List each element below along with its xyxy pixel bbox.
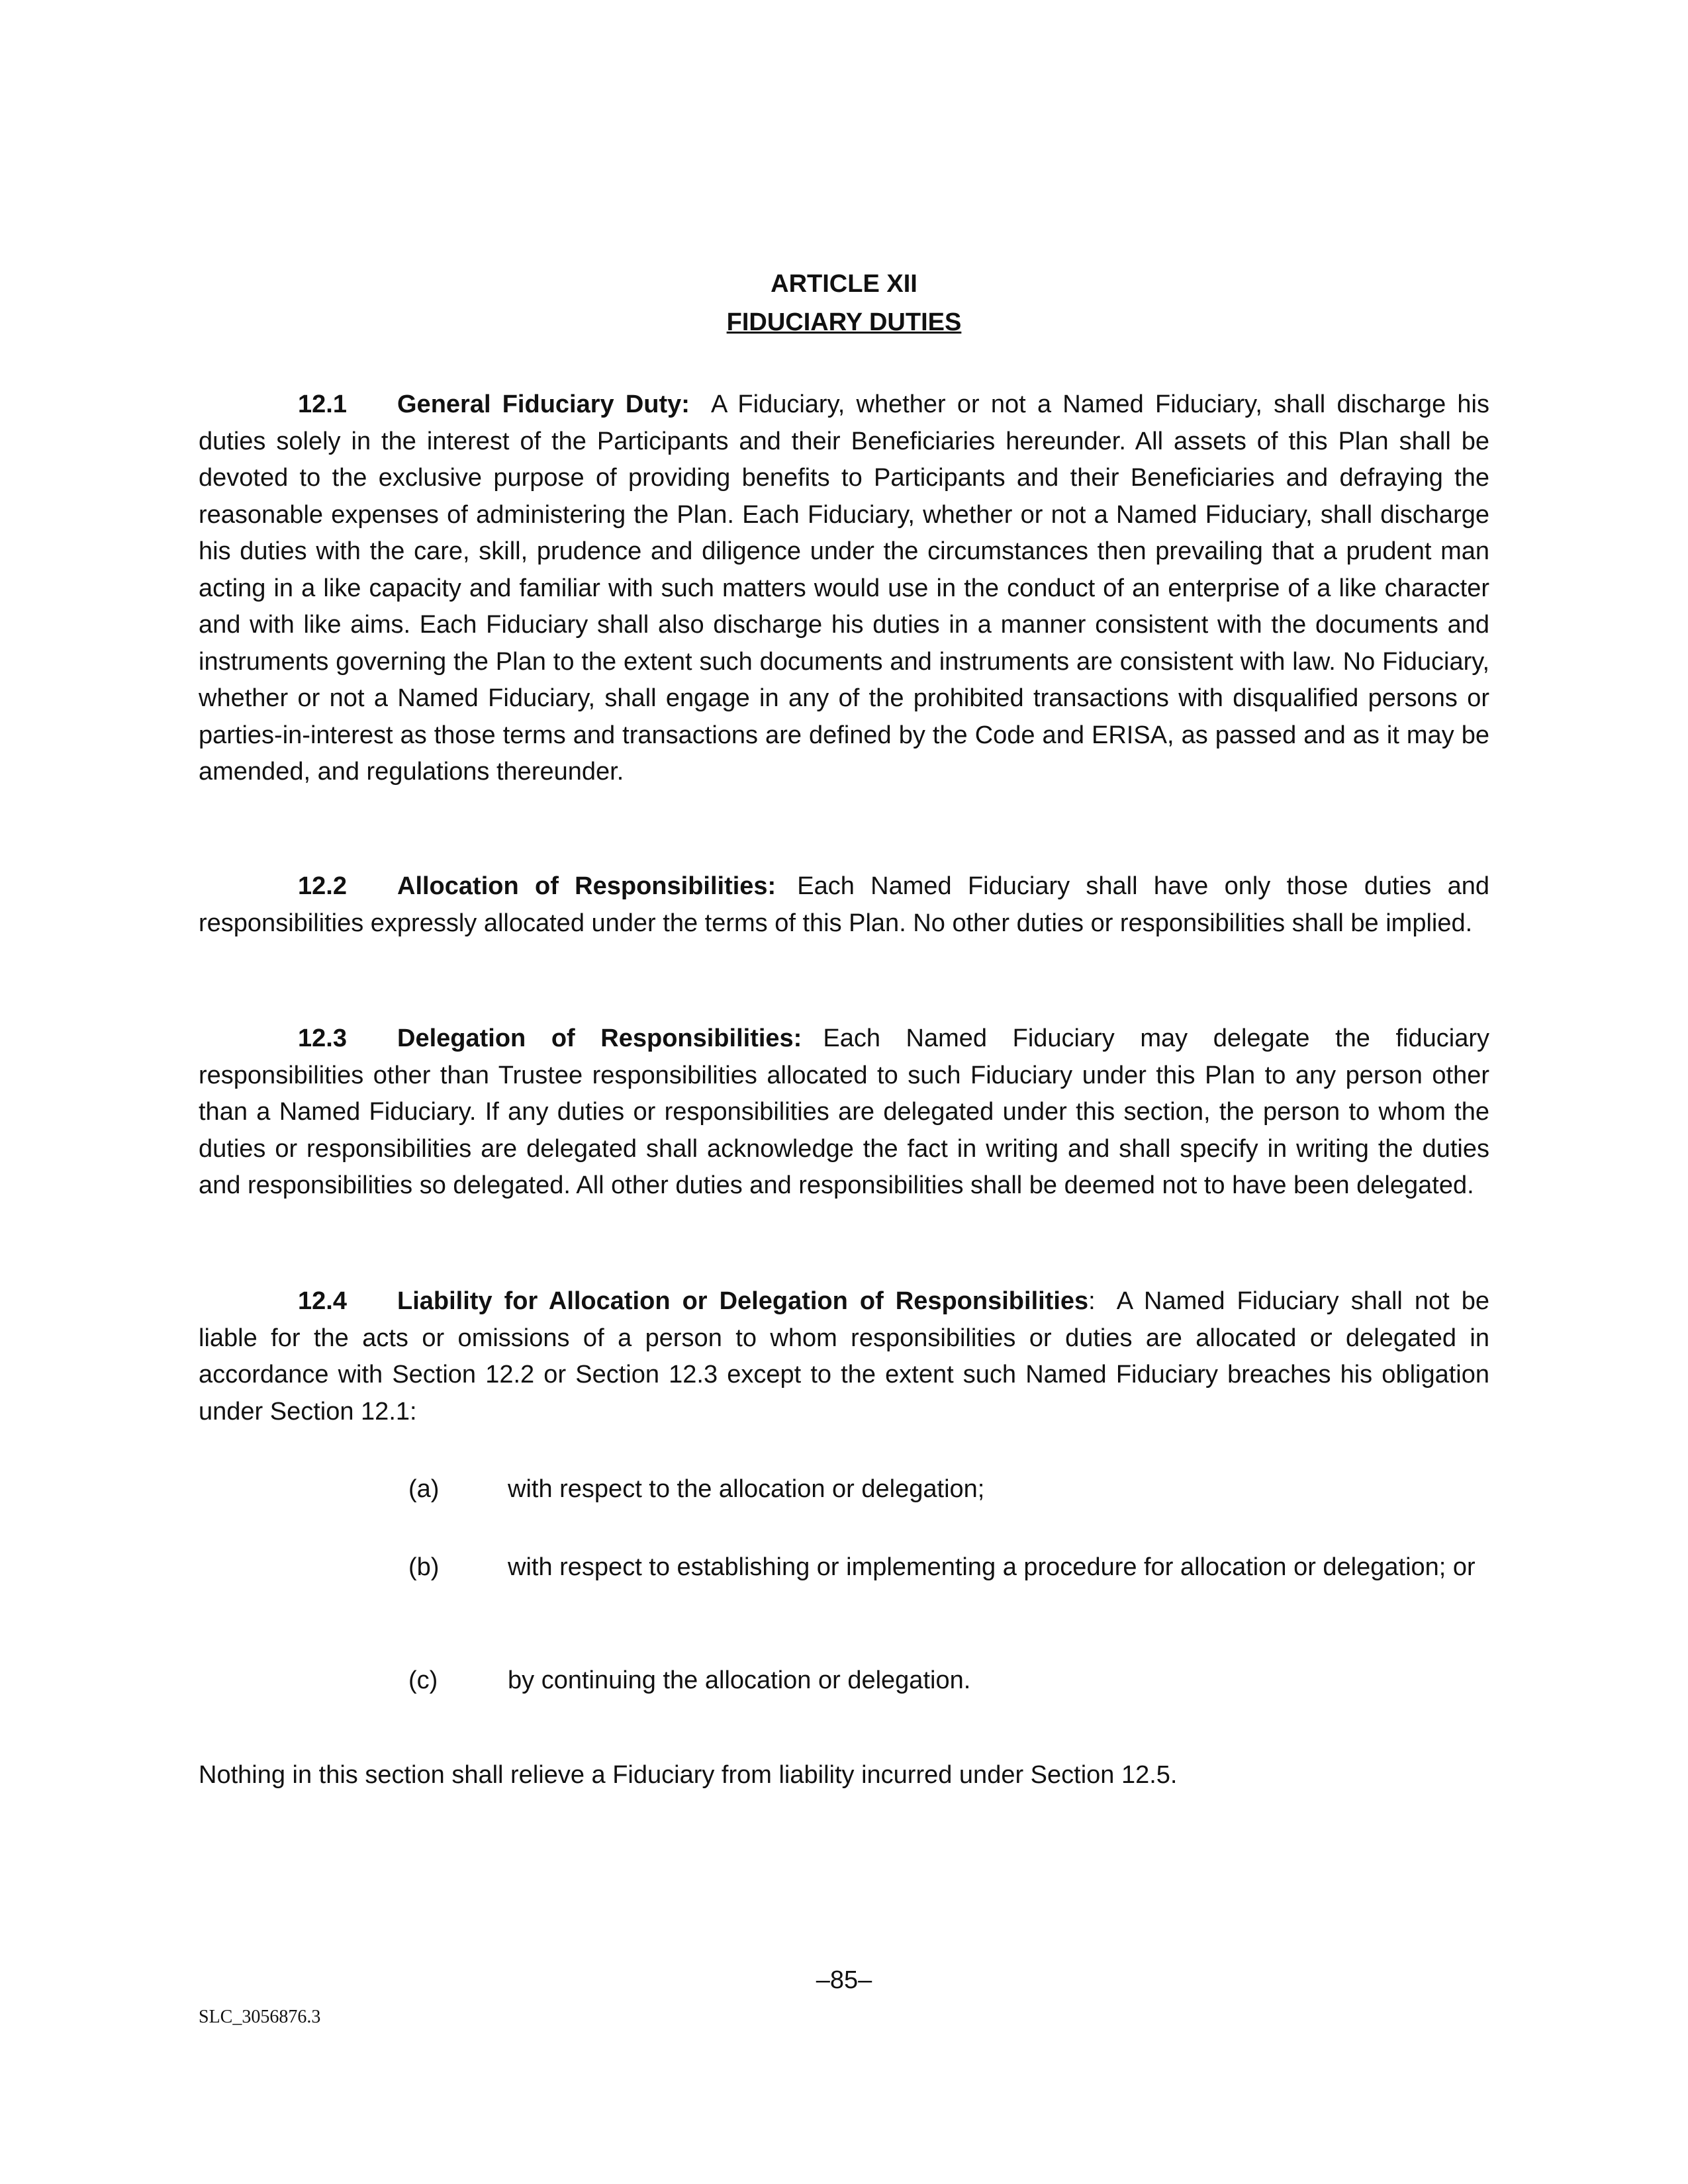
- section-body: Each Named Fiduciary shall have only those duties and responsibilities expressly allocated under the terms of this Plan. No other duties or responsibilities shall be implied.: [199, 872, 1489, 937]
- list-item-text: with respect to the allocation or delegation;: [508, 1475, 985, 1503]
- list-item-a: [408, 1471, 1489, 1508]
- page-number: –85–: [816, 1966, 872, 1994]
- list-item-label: (a): [408, 1475, 440, 1503]
- list-item-label: (c): [408, 1666, 438, 1694]
- section-number: 12.2: [298, 872, 347, 900]
- section-number: 12.1: [298, 390, 347, 418]
- section-body: A Fiduciary, whether or not a Named Fiduciary, shall discharge his duties solely in the interest of the Participants and their Beneficiaries hereunder. All assets of this Plan shall be devoted to the exclusive purpose of providing benefits to Participants and their Beneficiaries and defraying the reasonable expenses of administering the Plan. Each Fiduciary, whether or not a Named Fiduciary, shall discharge his duties with the care, skill, prudence and diligence under the circumstances then prevailing that a prudent man acting in a like capacity and familiar with such matters would use in the conduct of an enterprise of a like character and with like aims. Each Fiduciary shall also discharge his duties in a manner consistent with the documents and instruments governing the Plan to the extent such documents and instruments are consistent with law. No Fiduciary, whether or not a Named Fiduciary, shall engage in any of the prohibited transactions with disqualified persons or parties-in-interest as those terms and transactions are defined by the Code and ERISA, as passed and as it may be amended, and regulations thereunder.: [199, 390, 1489, 786]
- section-12-4: [199, 1283, 1489, 1430]
- list-item-b: [408, 1549, 1489, 1586]
- section-body: Each Named Fiduciary may delegate the fiduciary responsibilities other than Trustee responsibilities allocated to such Fiduciary under this Plan to any person other than a Named Fiduciary. If any duties or responsibilities are delegated under this section, the person to whom the duties or responsibilities are delegated shall acknowledge the fact in writing and shall specify in writing the duties and responsibilities so delegated. All other duties and responsibilities shall be deemed not to have been delegated.: [199, 1024, 1489, 1199]
- list-item-label: (b): [408, 1553, 440, 1581]
- section-number: 12.3: [298, 1024, 347, 1052]
- article-title: FIDUCIARY DUTIES: [726, 308, 962, 336]
- article-heading: [0, 265, 1688, 341]
- list-item-text: by continuing the allocation or delegation.: [508, 1666, 971, 1694]
- closing-paragraph: Nothing in this section shall relieve a Fiduciary from liability incurred under Section 12.5.: [199, 1761, 1178, 1789]
- section-title: Allocation of Responsibilities:: [397, 872, 776, 900]
- section-12-1: [199, 387, 1489, 791]
- section-12-2: [199, 868, 1489, 942]
- section-title: General Fiduciary Duty:: [397, 390, 690, 418]
- section-title: Liability for Allocation or Delegation of Responsibilities: [397, 1287, 1089, 1315]
- section-body: A Named Fiduciary shall not be liable for the acts or omissions of a person to whom responsibilities or duties are allocated or delegated in accordance with Section 12.2 or Section 12.3 except to the extent such Named Fiduciary breaches his obligation under Section 12.1:: [199, 1287, 1490, 1426]
- article-number: ARTICLE XII: [771, 270, 917, 298]
- list-item-c: [408, 1662, 1489, 1700]
- list-item-text: with respect to establishing or implementing a procedure for allocation or delegation; or: [508, 1553, 1476, 1581]
- section-title: Delegation of Responsibilities:: [397, 1024, 802, 1052]
- section-number: 12.4: [298, 1287, 347, 1315]
- section-12-3: [199, 1021, 1489, 1205]
- document-id: SLC_3056876.3: [199, 2007, 321, 2027]
- section-title-colon: :: [1088, 1287, 1096, 1315]
